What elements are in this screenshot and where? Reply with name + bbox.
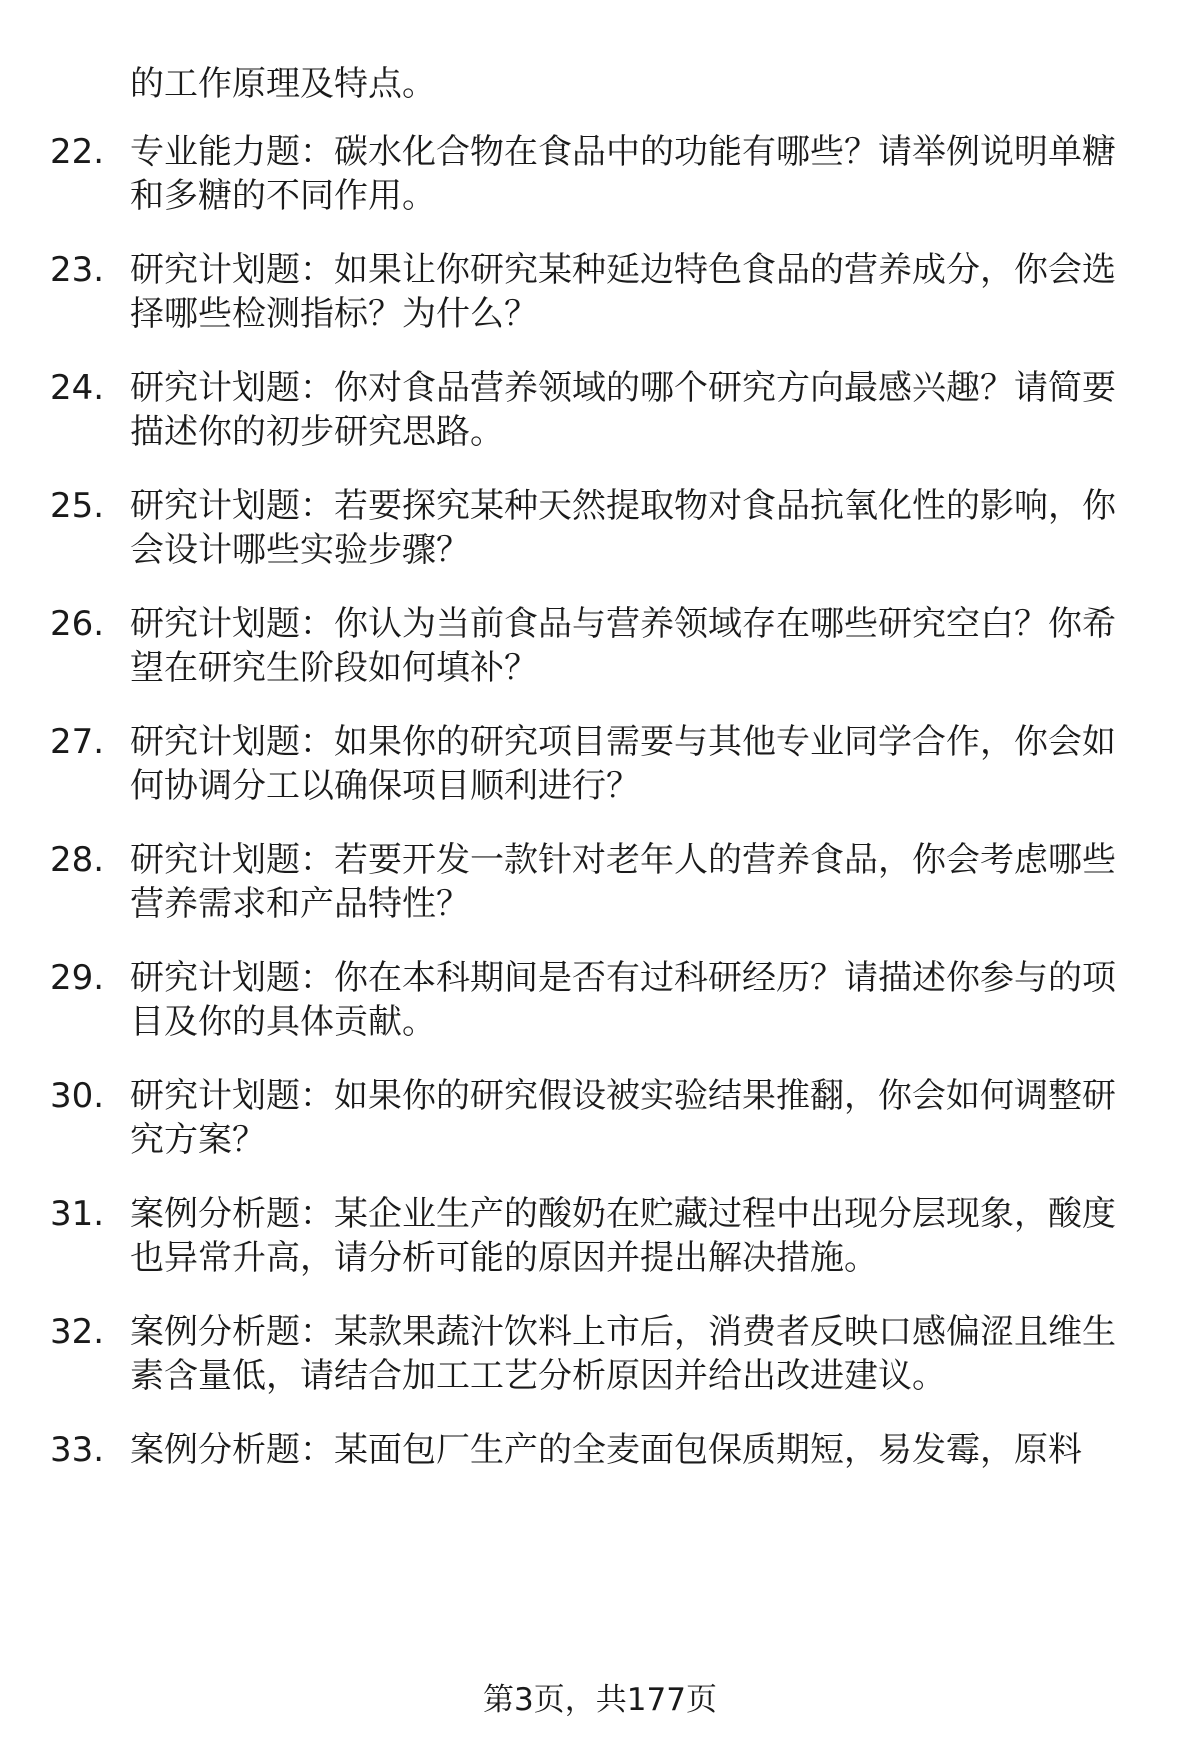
list-item	[50, 366, 1150, 454]
item-text: 案例分析题：某款果蔬汁饮料上市后，消费者反映口感偏涩且维生素含量低，请结合加工工艺分析原因并给出改进建议。	[130, 1312, 1116, 1396]
item-text: 研究计划题：如果你的研究项目需要与其他专业同学合作，你会如何协调分工以确保项目顺利进行？	[130, 722, 1116, 806]
item-text: 案例分析题：某面包厂生产的全麦面包保质期短，易发霉，原料	[130, 1430, 1082, 1470]
item-number: 26.	[50, 604, 105, 644]
list-item	[50, 484, 1150, 572]
item-text: 案例分析题：某企业生产的酸奶在贮藏过程中出现分层现象，酸度也异常升高，请分析可能的原因并提出解决措施。	[130, 1194, 1116, 1278]
list-item	[50, 1310, 1150, 1398]
item-text: 研究计划题：你认为当前食品与营养领域存在哪些研究空白？你希望在研究生阶段如何填补？	[130, 604, 1116, 688]
list-item	[50, 248, 1150, 336]
item-number: 25.	[50, 486, 105, 526]
list-item	[50, 130, 1150, 218]
list-item	[50, 956, 1150, 1044]
item-number: 29.	[50, 958, 105, 998]
item-number: 32.	[50, 1312, 105, 1352]
item-number: 31.	[50, 1194, 105, 1234]
item-text: 研究计划题：你对食品营养领域的哪个研究方向最感兴趣？请简要描述你的初步研究思路。	[130, 368, 1116, 452]
item-text: 研究计划题：你在本科期间是否有过科研经历？请描述你参与的项目及你的具体贡献。	[130, 958, 1116, 1042]
item-text: 研究计划题：如果你的研究假设被实验结果推翻，你会如何调整研究方案？	[130, 1076, 1116, 1160]
item-number: 28.	[50, 840, 105, 880]
item-number: 22.	[50, 132, 105, 172]
page-number-footer: 第3页，共177页	[483, 1682, 717, 1718]
item-text: 研究计划题：若要探究某种天然提取物对食品抗氧化性的影响，你会设计哪些实验步骤？	[130, 486, 1116, 570]
item-number: 30.	[50, 1076, 105, 1116]
list-item	[50, 1192, 1150, 1280]
item-number: 23.	[50, 250, 105, 290]
item-text: 研究计划题：若要开发一款针对老年人的营养食品，你会考虑哪些营养需求和产品特性？	[130, 840, 1116, 924]
list-item	[50, 838, 1150, 926]
list-item	[50, 1074, 1150, 1162]
item-number: 27.	[50, 722, 105, 762]
item-text: 专业能力题：碳水化合物在食品中的功能有哪些？请举例说明单糖和多糖的不同作用。	[130, 132, 1116, 216]
continuation-text: 的工作原理及特点。	[130, 64, 436, 104]
item-number: 33.	[50, 1430, 105, 1470]
item-number: 24.	[50, 368, 105, 408]
list-item	[50, 602, 1150, 690]
item-text: 研究计划题：如果让你研究某种延边特色食品的营养成分，你会选择哪些检测指标？为什么？	[130, 250, 1116, 334]
list-item	[50, 1428, 1150, 1472]
list-item	[50, 720, 1150, 808]
